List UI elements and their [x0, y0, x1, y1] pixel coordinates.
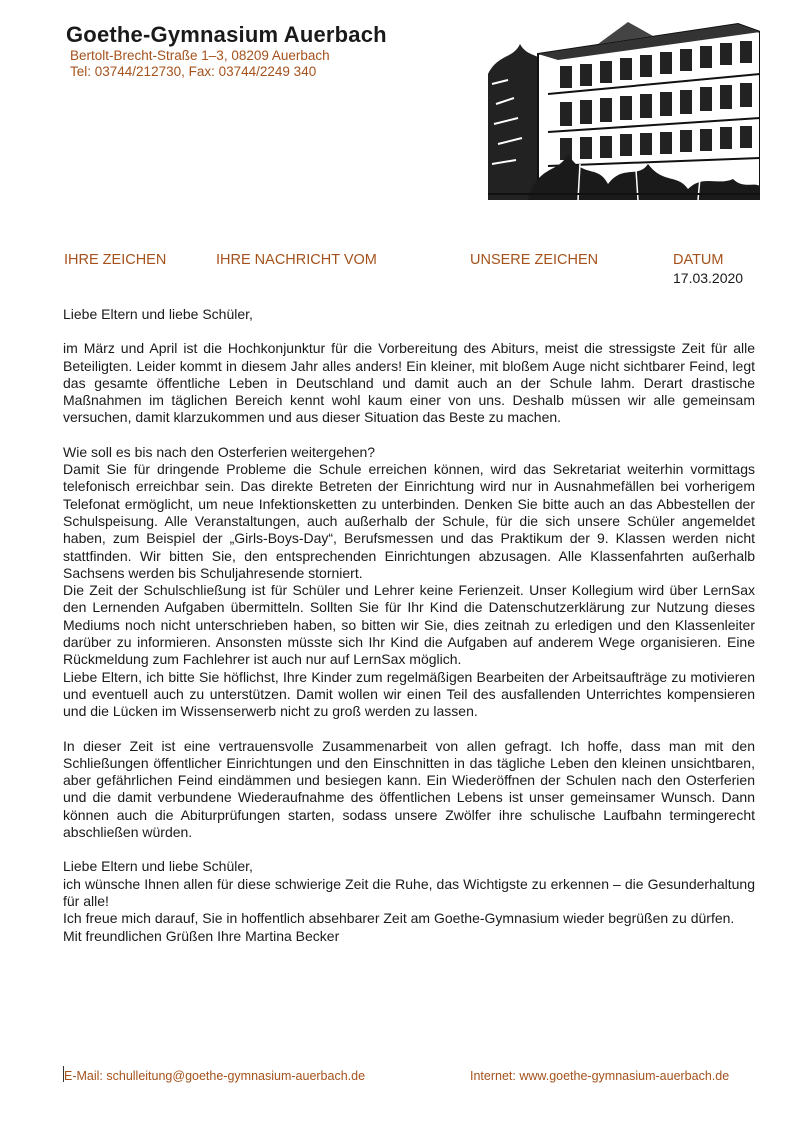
footer-email[interactable]: E-Mail: schulleitung@goethe-gymnasium-auerbach.de	[64, 1069, 366, 1083]
closing-salutation: Liebe Eltern und liebe Schüler,	[63, 858, 253, 875]
ref-datum-value: 17.03.2020	[673, 270, 744, 286]
paragraph-reunion: Ich freue mich darauf, Sie in hoffentlich absehbarer Zeit am Goethe-Gymnasium wieder begrüßen zu dürfen.	[63, 910, 735, 927]
school-address: Bertolt-Brecht-Straße 1–3, 08209 Auerbach	[70, 48, 330, 63]
question-line: Wie soll es bis nach den Osterferien weitergehen?	[63, 443, 376, 460]
ref-unsere-zeichen: UNSERE ZEICHEN	[470, 252, 599, 268]
paragraph-wishes: ich wünsche Ihnen allen für diese schwierige Zeit die Ruhe, das Wichtigste zu erkennen – die Gesunderhaltung für alle!	[63, 875, 755, 909]
letterhead	[66, 22, 387, 80]
reference-line	[0, 252, 800, 292]
paragraph-parents: Liebe Eltern, ich bitte Sie höflichst, Ihre Kinder zum regelmäßigen Bearbeiten der Arbeitsaufträge zu motivieren und eventuell auch zu unterstützen. Damit wollen wir einen Teil des ausfallenden Unterrichtes kompensieren und die Lücken im Wissenserwerb nicht zu groß werden zu lassen.	[63, 668, 755, 720]
ref-datum-label: DATUM	[673, 252, 724, 268]
school-building-sketch-icon	[488, 14, 760, 200]
ref-ihre-zeichen: IHRE ZEICHEN	[64, 252, 167, 268]
paragraph-cooperation: In dieser Zeit ist eine vertrauensvolle Zusammenarbeit von allen gefragt. Ich hoffe, dass man mit den Schließungen öffentlicher Einrichtungen und den Einschnitten in das tägliche Leben den kleinen unsichtbaren, aber gefährlichen Feind eindämmen und besiegen kann. Ein Wiederöffnen der Schulen nach den Osterferien und die damit verbundene Wiederaufnahme des öffentlichen Lebens ist unser gemeinsamer Wunsch. Dann können auch die Abiturprüfungen starten, sodass unsere Zwölfer ihre schulische Laufbahn termingerecht abschließen würden.	[63, 737, 755, 841]
paragraph-secretariat: Damit Sie für dringende Probleme die Schule erreichen können, wird das Sekretariat weiterhin vormittags telefonisch erreichbar sein. Das direkte Betreten der Einrichtung wird nur in Ausnahmefällen bei vorherigem Telefonat ermöglicht, um neue Infektionsketten zu unterbinden. Denken Sie bitte auch an das Abbestellen der Schulspeisung. Alle Veranstaltungen, auch außerhalb der Schule, für die sich unsere Schüler angemeldet haben, zum Beispiel der „Girls-Boys-Day“, Berufsmessen und das Praktikum der 9. Klassen werden nicht stattfinden. Wir bitten Sie, den entsprechenden Einrichtungen abzusagen. Alle Klassenfahrten außerhalb Sachsens werden bis Schuljahresende storniert.	[63, 461, 755, 581]
signature: Mit freundlichen Grüßen Ihre Martina Becker	[63, 927, 340, 944]
ref-ihre-nachricht: IHRE NACHRICHT VOM	[216, 252, 377, 268]
letter-body	[63, 306, 755, 945]
salutation: Liebe Eltern und liebe Schüler,	[63, 306, 253, 322]
school-phone-fax: Tel: 03744/212730, Fax: 03744/2249 340	[70, 64, 317, 79]
paragraph-lernsax: Die Zeit der Schulschließung ist für Schüler und Lehrer keine Ferienzeit. Unser Kollegium wird über LernSax den Lernenden Aufgaben übermitteln. Sollten Sie für Ihr Kind die Datenschutzerklärung zur Nutzung dieses Mediums noch nicht unterschrieben haben, so bitten wir Sie, dies zeitnah zu erledigen und den Klassenleiter darüber zu informieren. Ansonsten müsste sich Ihr Kind die Aufgaben auf anderem Wege organisieren. Eine Rückmeldung zum Fachlehrer ist auch nur auf LernSax möglich.	[63, 582, 755, 668]
footer-website[interactable]: Internet: www.goethe-gymnasium-auerbach.de	[470, 1069, 730, 1083]
school-name: Goethe-Gymnasium Auerbach	[66, 22, 387, 47]
paragraph-intro: im März und April ist die Hochkonjunktur für die Vorbereitung des Abiturs, meist die stressigste Zeit für alle Beteiligten. Leider kommt in diesem Jahr alles anders! Ein kleiner, mit bloßem Auge nicht sichtbarer Feind, legt das gesamte öffentliche Leben in Deutschland und damit auch an der Schule lahm. Derart drastische Maßnahmen im täglichen Bereich kennt wohl kaum einer von uns. Deshalb müssen wir alle gemeinsam versuchen, damit klarzukommen und aus dieser Situation das Beste zu machen.	[63, 340, 755, 426]
